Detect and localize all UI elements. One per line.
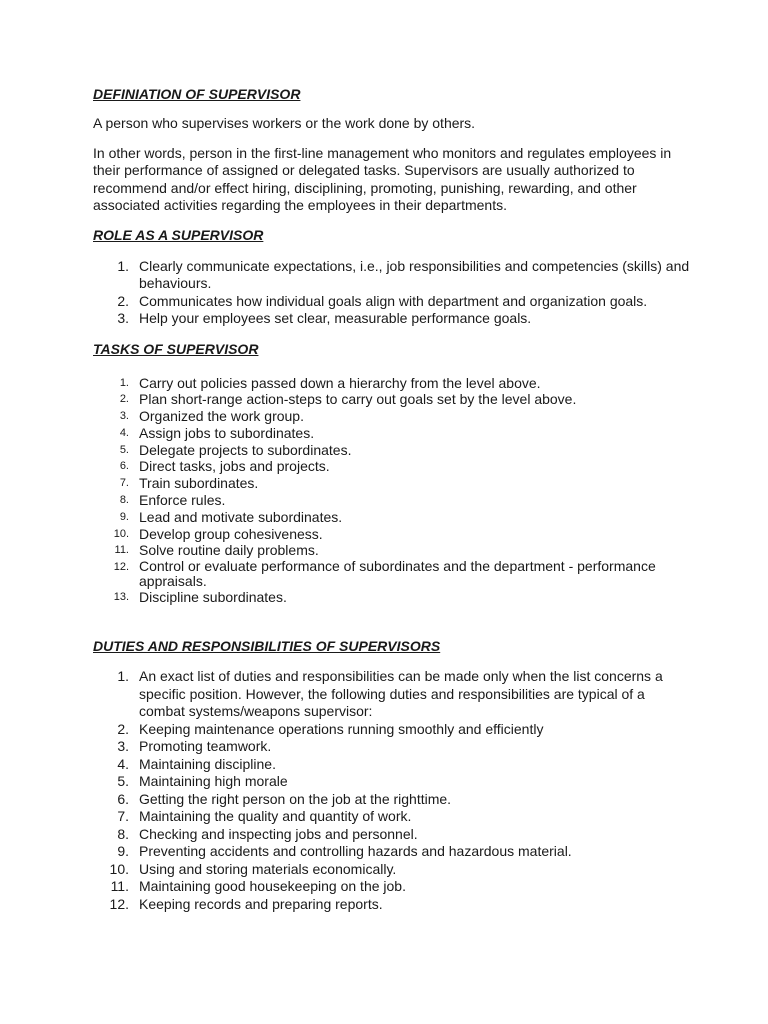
list-item: 10. Using and storing materials economically. (109, 860, 397, 877)
document-page (93, 86, 693, 913)
list-item: 1. Clearly communicate expectations, i.e., job responsibilities and competencies (skills) and behaviours. (117, 257, 690, 291)
role-list (93, 258, 693, 328)
tasks-heading: TASKS OF SUPERVISOR (93, 340, 259, 357)
list-item: 5. Maintaining high morale (117, 773, 288, 790)
list-item: 12. Keeping records and preparing reports. (109, 895, 383, 912)
role-heading: ROLE AS A SUPERVISOR (93, 226, 264, 243)
list-item: 6. Getting the right person on the job at the righttime. (117, 790, 452, 807)
list-item: 11. Maintaining good housekeeping on the job. (110, 878, 406, 895)
list-item: 3. Organized the work group. (119, 408, 304, 425)
list-item: 2. Communicates how individual goals align with department and organization goals. (117, 292, 648, 309)
list-item: 2. Keeping maintenance operations running smoothly and efficiently (117, 720, 544, 737)
definition-paragraph-2: In other words, person in the first-line management who monitors and regulates employees in their performance of assigned or delegated tasks. Supervisors are usually authorized to recommend and/or effect hiring, disciplining, promoting, punishing, rewarding, and other associated activities regarding the employees in their departments. (93, 144, 672, 213)
list-item: 8. Enforce rules. (119, 492, 226, 509)
list-item: 8. Checking and inspecting jobs and personnel. (117, 825, 418, 842)
list-item: 9. Preventing accidents and controlling hazards and hazardous material. (117, 843, 572, 860)
list-item: 7. Train subordinates. (119, 475, 259, 492)
list-item: 11. Solve routine daily problems. (114, 542, 319, 559)
list-item: 9. Lead and motivate subordinates. (119, 508, 343, 525)
definition-paragraph-1: A person who supervises workers or the work done by others. (93, 115, 476, 131)
list-item: 4. Maintaining discipline. (117, 755, 276, 772)
list-item: 7. Maintaining the quality and quantity of work. (117, 808, 412, 825)
list-item: 3. Promoting teamwork. (117, 738, 272, 755)
tasks-list (93, 375, 693, 607)
list-item: 1. Carry out policies passed down a hierarchy from the level above. (119, 374, 541, 391)
list-item: 2. Plan short-range action-steps to carry out goals set by the level above. (119, 391, 577, 408)
list-item: 3. Help your employees set clear, measurable performance goals. (117, 310, 532, 326)
list-item: 6. Direct tasks, jobs and projects. (119, 458, 330, 475)
list-item: 5. Delegate projects to subordinates. (119, 441, 352, 458)
list-item: 12. Control or evaluate performance of subordinates and the department - performance appraisals. (113, 558, 656, 590)
definition-heading: DEFINIATION OF SUPERVISOR (93, 86, 301, 102)
list-item: 10. Develop group cohesiveness. (113, 525, 323, 542)
duties-heading: DUTIES AND RESPONSIBILITIES OF SUPERVISORS (93, 638, 441, 655)
list-item: 13. Discipline subordinates. (113, 589, 287, 606)
list-item: 1. An exact list of duties and responsibilities can be made only when the list concerns a specific position. However, the following duties and responsibilities are typical of a combat systems/weapons supervisor: (117, 668, 663, 720)
list-item: 4. Assign jobs to subordinates. (119, 424, 315, 441)
duties-list (93, 668, 693, 913)
